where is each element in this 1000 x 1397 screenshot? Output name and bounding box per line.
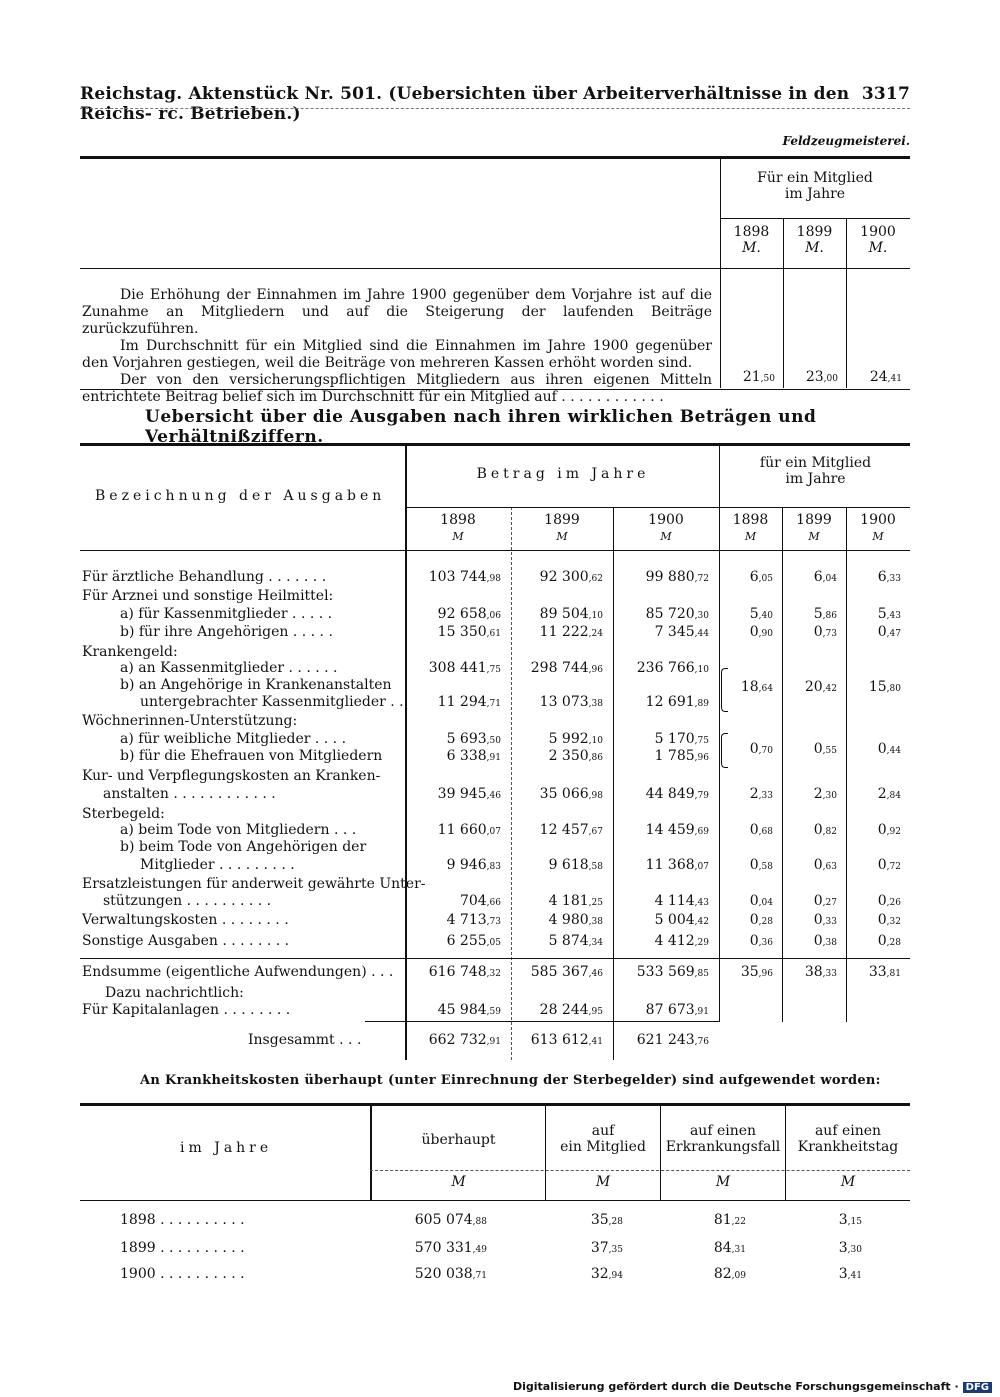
expense-per-member: 0,63 <box>813 857 837 873</box>
sickness-col-year: im Jahre <box>180 1140 273 1156</box>
expense-per-member: 0,82 <box>813 822 837 838</box>
expense-amount: 6 255,05 <box>446 933 501 949</box>
page-header <box>80 84 910 124</box>
per-member-year-1900: 1900 <box>860 512 896 528</box>
sickness-col-member <box>546 1123 660 1155</box>
krankengeld-per-member: 18,64 <box>740 679 773 695</box>
expense-label: a) für Kassenmitglieder . . . . . <box>120 606 333 622</box>
top-group-header-line2: im Jahre <box>784 186 846 202</box>
kapital-amount: 45 984,59 <box>437 1002 501 1018</box>
per-member-year-1899: 1899 <box>796 512 832 528</box>
expense-per-member: 0,33 <box>813 912 837 928</box>
sickness-col-member-line2: ein Mitglied <box>560 1139 646 1155</box>
top-year-1899: 1899 <box>796 224 833 240</box>
sickness-per-day: 3,41 <box>838 1266 862 1282</box>
sickness-per-case: 81,22 <box>713 1212 746 1228</box>
per-member-unit: M <box>872 530 884 543</box>
brace-woechnerinnen <box>721 733 728 768</box>
expense-label: a) an Kassenmitglieder . . . . . . <box>120 660 338 676</box>
sickness-year: 1899 . . . . . . . . . . <box>120 1240 245 1256</box>
footer-text: Digitalisierung gefördert durch die Deutsche Forschungsgemeinschaft · <box>512 1380 959 1393</box>
sickness-per-case: 84,31 <box>713 1240 746 1256</box>
expense-label: Krankengeld: <box>82 644 178 660</box>
expense-per-member: 6,33 <box>877 569 901 585</box>
expense-amount: 99 880,72 <box>645 569 709 585</box>
expense-amount: 12 691,89 <box>645 694 709 710</box>
expense-amount: 308 441,75 <box>428 660 501 676</box>
kapital-amount: 28 244,95 <box>539 1002 603 1018</box>
expense-per-member: 2,33 <box>749 786 773 802</box>
sickness-col-total: überhaupt <box>421 1132 496 1148</box>
expense-amount: 92 300,62 <box>539 569 603 585</box>
sickness-col-member-line1: auf <box>591 1123 615 1139</box>
expense-per-member: 5,43 <box>877 606 901 622</box>
expense-amount: 92 658,06 <box>437 606 501 622</box>
sickness-per-case: 82,09 <box>713 1266 746 1282</box>
expense-per-member: 0,32 <box>877 912 901 928</box>
insgesammt-label: Insgesammt . . . <box>248 1032 362 1048</box>
expense-per-member: 0,27 <box>813 893 837 909</box>
per-member-header-line1: für ein Mitglied <box>759 455 872 471</box>
expense-label: Kur- und Verpflegungskosten an Kranken- <box>82 768 381 784</box>
expense-per-member: 2,30 <box>813 786 837 802</box>
expense-per-member: 0,36 <box>749 933 773 949</box>
expense-label: anstalten . . . . . . . . . . . . <box>103 786 276 802</box>
expense-per-member: 2,84 <box>877 786 901 802</box>
expense-label: Sterbegeld: <box>82 806 165 822</box>
expense-label: b) an Angehörige in Krankenanstalten <box>120 677 392 693</box>
sickness-per-day: 3,15 <box>838 1212 862 1228</box>
insgesammt-amount: 621 243,76 <box>636 1032 709 1048</box>
expenses-title: Uebersicht über die Ausgaben nach ihren wirklichen Beträgen und Verhältnißziffern. <box>145 407 817 447</box>
betrag-year-1899: 1899 <box>544 512 580 528</box>
betrag-unit: M <box>452 530 464 543</box>
kapital-amount: 87 673,91 <box>645 1002 709 1018</box>
expense-label: Ersatzleistungen für anderweit gewährte Unter- <box>82 876 426 892</box>
endsumme-label: Endsumme (eigentliche Aufwendungen) . . . <box>82 964 394 980</box>
expense-label: b) für die Ehefrauen von Mitgliedern <box>120 748 383 764</box>
expense-amount: 1 785,96 <box>654 748 709 764</box>
top-value-1898: 21,50 <box>742 369 775 385</box>
sickness-total: 605 074,88 <box>414 1212 487 1228</box>
expense-amount: 9 946,83 <box>446 857 501 873</box>
kapital-label: Für Kapitalanlagen . . . . . . . . <box>82 1002 291 1018</box>
top-group-header <box>722 170 908 202</box>
expense-amount: 4 713,73 <box>446 912 501 928</box>
endsumme-amount: 585 367,46 <box>530 964 603 980</box>
per-member-unit: M <box>744 530 757 543</box>
expense-per-member: 5,86 <box>813 606 837 622</box>
expense-amount: 5 693,50 <box>446 731 501 747</box>
expense-amount: 15 350,61 <box>437 624 501 640</box>
sickness-col-day-line2: Krankheitstag <box>797 1139 899 1155</box>
expense-amount: 89 504,10 <box>539 606 603 622</box>
expense-amount: 7 345,44 <box>654 624 709 640</box>
expense-amount: 4 412,29 <box>654 933 709 949</box>
expense-per-member: 0,92 <box>877 822 901 838</box>
note-paragraph: Im Durchschnitt für ein Mitglied sind die Einnahmen im Jahre 1900 gegenüber den Vorjahren gestiegen, weil die Beiträge von mehreren Kassen erhöht worden sind. <box>82 338 712 371</box>
expense-amount: 85 720,30 <box>645 606 709 622</box>
expense-per-member: 0,26 <box>877 893 901 909</box>
betrag-unit: M <box>660 530 672 543</box>
section-label: Feldzeugmeisterei. <box>782 134 910 148</box>
sickness-per-member: 37,35 <box>590 1240 623 1256</box>
expense-amount: 5 170,75 <box>654 731 709 747</box>
expense-amount: 11 368,07 <box>645 857 709 873</box>
expense-per-member: 0,47 <box>877 624 901 640</box>
expense-amount: 5 874,34 <box>548 933 603 949</box>
sickness-col-case-line2: Erkrankungsfall <box>665 1139 781 1155</box>
expense-label: Sonstige Ausgaben . . . . . . . . <box>82 933 290 949</box>
woechnerinnen-per-member: 0,44 <box>877 741 901 757</box>
betrag-year-1900: 1900 <box>648 512 684 528</box>
per-member-header-line2: im Jahre <box>785 471 846 487</box>
expense-per-member: 0,38 <box>813 933 837 949</box>
top-unit: M. <box>742 240 761 256</box>
expense-label: Für ärztliche Behandlung . . . . . . . <box>82 569 327 585</box>
expenses-col-label: Bezeichnung der Ausgaben <box>95 488 386 504</box>
top-unit: M. <box>805 240 824 256</box>
expense-per-member: 0,28 <box>877 933 901 949</box>
expense-amount: 14 459,69 <box>645 822 709 838</box>
endsumme-per-member: 33,81 <box>868 964 901 980</box>
expense-label: Für Arznei und sonstige Heilmittel: <box>82 588 334 604</box>
insgesammt-amount: 662 732,91 <box>428 1032 501 1048</box>
sickness-col-case-line1: auf einen <box>689 1123 757 1139</box>
endsumme-amount: 616 748,32 <box>428 964 501 980</box>
sickness-per-day: 3,30 <box>838 1240 862 1256</box>
krankengeld-per-member: 15,80 <box>868 679 901 695</box>
sickness-unit: M <box>451 1174 466 1190</box>
expense-label: Verwaltungskosten . . . . . . . . <box>82 912 289 928</box>
expense-amount: 44 849,79 <box>645 786 709 802</box>
krankengeld-per-member: 20,42 <box>804 679 837 695</box>
expense-amount: 4 114,43 <box>654 893 709 909</box>
sickness-title: An Krankheitskosten überhaupt (unter Einrechnung der Sterbegelder) sind aufgewendet worden: <box>140 1073 881 1088</box>
expense-amount: 11 222,24 <box>539 624 603 640</box>
per-member-year-1898: 1898 <box>732 512 769 528</box>
dazu-label: Dazu nachrichtlich: <box>105 985 244 1001</box>
betrag-year-1898: 1898 <box>440 512 476 528</box>
expense-label: Mitglieder . . . . . . . . . <box>140 857 295 873</box>
expense-amount: 13 073,38 <box>539 694 603 710</box>
expense-per-member: 6,04 <box>813 569 837 585</box>
expense-amount: 6 338,91 <box>446 748 501 764</box>
expense-label: Wöchnerinnen-Unterstützung: <box>82 713 298 729</box>
dfg-logo: DFG <box>963 1382 992 1393</box>
expense-per-member: 0,72 <box>877 857 901 873</box>
expense-per-member: 0,68 <box>749 822 773 838</box>
top-value-1900: 24,41 <box>869 369 902 385</box>
woechnerinnen-per-member: 0,70 <box>749 741 773 757</box>
top-notes <box>82 287 712 406</box>
top-year-1900: 1900 <box>860 224 896 240</box>
expense-amount: 35 066,98 <box>539 786 603 802</box>
expense-label: b) für ihre Angehörigen . . . . . <box>120 624 333 640</box>
note-paragraph: Der von den versicherungspflichtigen Mitgliedern aus ihren eigenen Mitteln entrichtete Beitrag belief sich im Durchschnitt für ein Mitglied auf . . . . . . . . . . . . <box>82 372 712 405</box>
expense-amount: 298 744,96 <box>530 660 603 676</box>
expense-per-member: 0,28 <box>749 912 773 928</box>
footer <box>513 1380 992 1393</box>
endsumme-per-member: 38,33 <box>804 964 837 980</box>
expense-amount: 704,66 <box>459 893 501 909</box>
sickness-col-day-line1: auf einen <box>814 1123 882 1139</box>
betrag-unit: M <box>556 530 568 543</box>
header-title: Reichstag. Aktenstück Nr. 501. (Uebersichten über Arbeiterverhältnisse in den Reichs- rc. Betrieben.) <box>80 84 850 124</box>
betrag-header: Betrag im Jahre <box>476 466 650 482</box>
expense-per-member: 0,73 <box>813 624 837 640</box>
sickness-col-case <box>661 1123 785 1155</box>
woechnerinnen-per-member: 0,55 <box>813 741 837 757</box>
sickness-unit: M <box>595 1174 611 1190</box>
expense-amount: 11 660,07 <box>437 822 501 838</box>
expense-amount: 4 980,38 <box>548 912 603 928</box>
per-member-header <box>721 455 910 487</box>
expense-amount: 103 744,98 <box>428 569 501 585</box>
sickness-year: 1900 . . . . . . . . . . <box>120 1266 245 1282</box>
sickness-unit: M <box>840 1174 856 1190</box>
top-year-1898: 1898 <box>733 224 770 240</box>
endsumme-per-member: 35,96 <box>740 964 773 980</box>
expense-label: untergebrachter Kassenmitglieder . . <box>140 694 404 710</box>
sickness-year: 1898 . . . . . . . . . . <box>120 1212 245 1228</box>
note-paragraph: Die Erhöhung der Einnahmen im Jahre 1900 gegenüber dem Vorjahre ist auf die Zunahme an Mitgliedern und auf die Steigerung der laufenden Beiträge zurückzuführen. <box>82 287 712 337</box>
expense-per-member: 0,04 <box>749 893 773 909</box>
expense-amount: 12 457,67 <box>539 822 603 838</box>
brace-krankengeld <box>721 668 728 712</box>
expense-per-member: 5,40 <box>749 606 773 622</box>
sickness-col-day <box>786 1123 910 1155</box>
sickness-total: 570 331,49 <box>414 1240 487 1256</box>
sickness-unit: M <box>715 1174 731 1190</box>
expense-per-member: 0,58 <box>749 857 773 873</box>
sickness-per-member: 35,28 <box>590 1212 623 1228</box>
sickness-per-member: 32,94 <box>590 1266 623 1282</box>
top-unit: M. <box>868 240 888 256</box>
expense-amount: 4 181,25 <box>548 893 603 909</box>
expense-amount: 11 294,71 <box>437 694 501 710</box>
sickness-total: 520 038,71 <box>414 1266 487 1282</box>
expense-amount: 39 945,46 <box>437 786 501 802</box>
endsumme-amount: 533 569,85 <box>636 964 709 980</box>
expense-per-member: 6,05 <box>749 569 773 585</box>
top-value-1899: 23,00 <box>805 369 838 385</box>
expense-label: a) beim Tode von Mitgliedern . . . <box>120 822 357 838</box>
expense-amount: 236 766,10 <box>636 660 709 676</box>
expense-label: stützungen . . . . . . . . . . <box>103 893 272 909</box>
expense-amount: 2 350,86 <box>548 748 603 764</box>
insgesammt-amount: 613 612,41 <box>530 1032 603 1048</box>
per-member-unit: M <box>808 530 820 543</box>
top-group-header-line1: Für ein Mitglied <box>757 170 873 186</box>
expense-amount: 5 004,42 <box>654 912 709 928</box>
expense-per-member: 0,90 <box>749 624 773 640</box>
expense-amount: 9 618,58 <box>548 857 603 873</box>
expense-label: a) für weibliche Mitglieder . . . . <box>120 731 347 747</box>
page-number: 3317 <box>861 84 910 104</box>
expense-amount: 5 992,10 <box>548 731 603 747</box>
expense-label: b) beim Tode von Angehörigen der <box>120 839 367 855</box>
